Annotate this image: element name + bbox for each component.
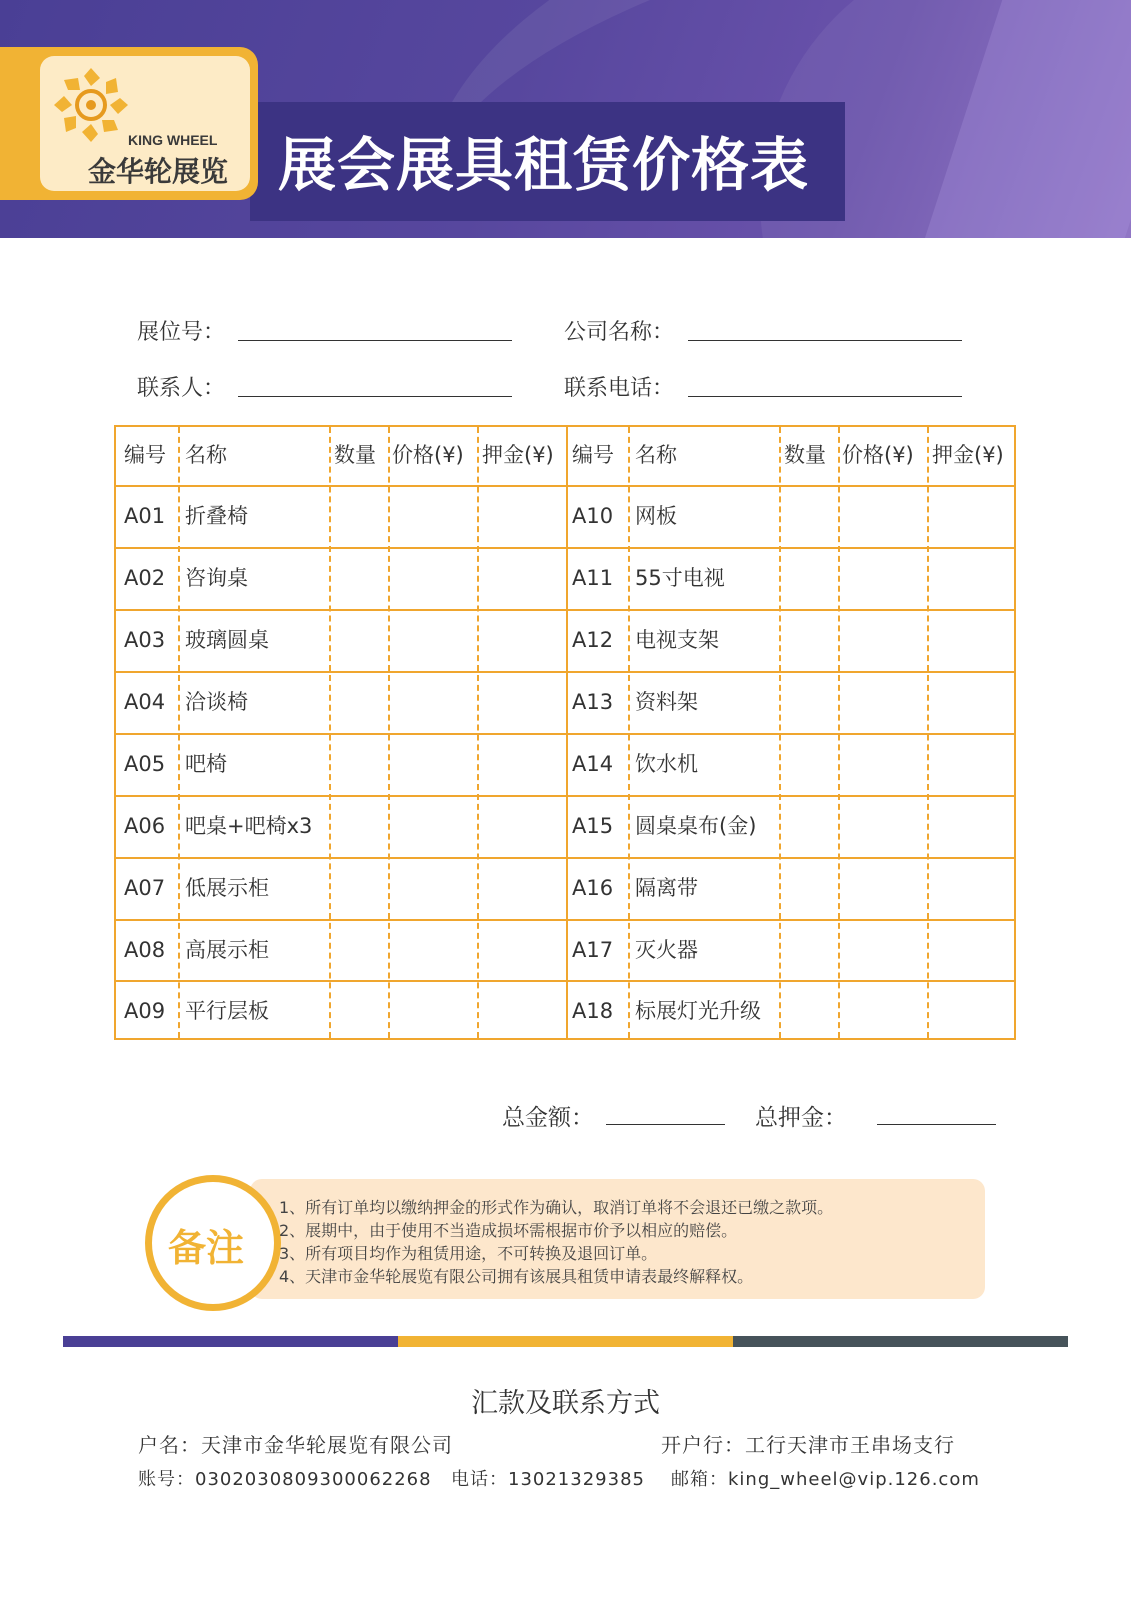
item-code: A09	[124, 999, 166, 1023]
company-name-label: 公司名称：	[564, 320, 675, 345]
item-code: A01	[124, 504, 166, 528]
total-amount-field[interactable]	[606, 1124, 725, 1125]
table-row-divider	[116, 919, 1014, 921]
item-code: A05	[124, 752, 166, 776]
table-column-divider	[628, 427, 630, 1038]
header-deposit: 押金(¥)	[482, 443, 554, 467]
table-column-divider	[927, 427, 929, 1038]
item-code: A17	[572, 938, 614, 962]
account-name: 户名：天津市金华轮展览有限公司	[138, 1433, 453, 1457]
header-code: 编号	[572, 443, 614, 467]
note-item: 1、所有订单均以缴纳押金的形式作为确认，取消订单将不会退还已缴之款项。	[279, 1198, 834, 1217]
bank-name: 开户行：工行天津市王串场支行	[661, 1433, 955, 1457]
header-name: 名称	[635, 443, 677, 467]
header-quantity: 数量	[784, 443, 826, 467]
header-deposit: 押金(¥)	[932, 443, 1004, 467]
remittance-section-title: 汇款及联系方式	[471, 1388, 660, 1419]
table-column-divider	[388, 427, 390, 1038]
contact-person-label: 联系人：	[137, 376, 226, 401]
item-name: 资料架	[635, 690, 698, 714]
booth-number-label: 展位号：	[137, 320, 226, 345]
email-address: 邮箱：king_wheel@vip.126.com	[671, 1469, 980, 1490]
wheel-logo-icon	[50, 64, 132, 146]
company-name-field[interactable]	[688, 340, 962, 341]
page-title: 展会展具租赁价格表	[278, 131, 810, 199]
table-row-divider	[116, 609, 1014, 611]
table-row-divider	[116, 980, 1014, 982]
table-column-divider	[178, 427, 180, 1038]
item-code: A12	[572, 628, 614, 652]
item-name: 折叠椅	[185, 504, 248, 528]
item-code: A16	[572, 876, 614, 900]
contact-person-field[interactable]	[238, 396, 512, 397]
item-code: A14	[572, 752, 614, 776]
table-row-divider	[116, 547, 1014, 549]
divider-bar-purple	[63, 1336, 398, 1347]
item-code: A06	[124, 814, 166, 838]
header-name: 名称	[185, 443, 227, 467]
logo-english-name: KING WHEEL	[128, 132, 218, 148]
contact-phone-label: 联系电话：	[564, 376, 675, 401]
table-column-divider	[838, 427, 840, 1038]
item-name: 低展示柜	[185, 876, 269, 900]
item-code: A11	[572, 566, 614, 590]
header-price: 价格(¥)	[842, 443, 914, 467]
table-center-divider	[566, 427, 568, 1038]
item-name: 高展示柜	[185, 938, 269, 962]
item-name: 洽谈椅	[185, 690, 248, 714]
item-code: A02	[124, 566, 166, 590]
note-item: 2、展期中，由于使用不当造成损坏需根据市价予以相应的赔偿。	[279, 1221, 738, 1240]
booth-number-field[interactable]	[238, 340, 512, 341]
phone-number: 电话：13021329385	[451, 1469, 645, 1490]
header-code: 编号	[124, 443, 166, 467]
item-name: 圆桌桌布(金)	[635, 814, 757, 838]
item-code: A04	[124, 690, 166, 714]
item-name: 咨询桌	[185, 566, 248, 590]
table-column-divider	[329, 427, 331, 1038]
table-row-divider	[116, 795, 1014, 797]
item-name: 吧桌+吧椅x3	[185, 814, 313, 838]
total-deposit-label: 总押金：	[755, 1105, 847, 1131]
table-row-divider	[116, 485, 1014, 487]
item-name: 灭火器	[635, 938, 698, 962]
notes-title: 备注	[168, 1226, 245, 1270]
item-name: 平行层板	[185, 999, 269, 1023]
divider-bar-gold	[398, 1336, 733, 1347]
table-row-divider	[116, 733, 1014, 735]
divider-bar-gray	[733, 1336, 1068, 1347]
table-row-divider	[116, 857, 1014, 859]
contact-phone-field[interactable]	[688, 396, 962, 397]
note-item: 3、所有项目均作为租赁用途，不可转换及退回订单。	[279, 1244, 658, 1263]
table-column-divider	[477, 427, 479, 1038]
item-code: A08	[124, 938, 166, 962]
item-code: A07	[124, 876, 166, 900]
table-column-divider	[779, 427, 781, 1038]
item-name: 电视支架	[635, 628, 719, 652]
item-code: A15	[572, 814, 614, 838]
item-code: A10	[572, 504, 614, 528]
total-amount-label: 总金额：	[502, 1105, 594, 1131]
total-deposit-field[interactable]	[877, 1124, 996, 1125]
item-name: 标展灯光升级	[635, 999, 761, 1023]
item-name: 隔离带	[635, 876, 698, 900]
item-code: A03	[124, 628, 166, 652]
item-name: 饮水机	[635, 752, 698, 776]
item-code: A18	[572, 999, 614, 1023]
item-name: 55寸电视	[635, 566, 725, 590]
note-item: 4、天津市金华轮展览有限公司拥有该展具租赁申请表最终解释权。	[279, 1267, 754, 1286]
logo-chinese-name: 金华轮展览	[88, 155, 229, 188]
table-row-divider	[116, 671, 1014, 673]
rental-price-table	[114, 425, 1016, 1040]
item-name: 网板	[635, 504, 677, 528]
item-name: 吧椅	[185, 752, 227, 776]
account-number: 账号：0302030809300062268	[138, 1469, 432, 1490]
item-name: 玻璃圆桌	[185, 628, 269, 652]
header-price: 价格(¥)	[392, 443, 464, 467]
item-code: A13	[572, 690, 614, 714]
header-quantity: 数量	[334, 443, 376, 467]
